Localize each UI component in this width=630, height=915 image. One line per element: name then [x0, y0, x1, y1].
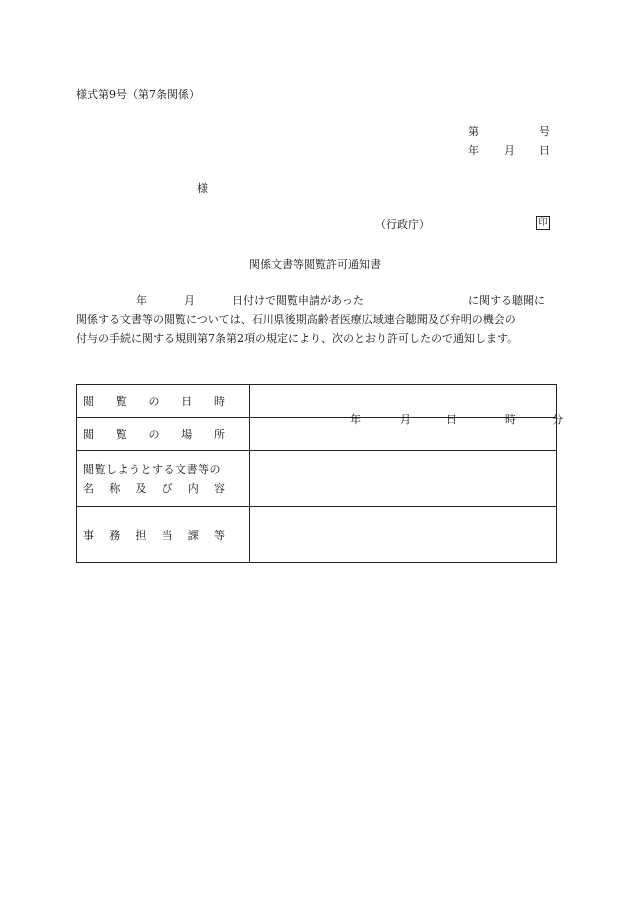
label-char: 容 — [213, 482, 225, 495]
body-month-unit: 月 — [184, 294, 195, 307]
date-year-unit: 年 — [468, 144, 479, 157]
label-char: 日 — [181, 395, 193, 408]
number-suffix: 号 — [539, 125, 550, 138]
label-char: 覧 — [115, 395, 127, 408]
label-char: 名 — [83, 482, 94, 495]
body-year-unit: 年 — [136, 294, 147, 307]
date-month-unit: 月 — [504, 144, 515, 157]
table-row-office — [77, 507, 557, 563]
value-documents-name-contents[interactable] — [250, 451, 557, 507]
label-char: 内 — [187, 482, 199, 495]
label-char: び — [161, 482, 173, 495]
label-char: 担 — [135, 528, 147, 542]
body-regarding-clause: に関する聴聞に — [468, 294, 545, 307]
form-number: 様式第9号（第7条関係） — [76, 88, 200, 101]
label-char: 場 — [181, 428, 193, 441]
seal-mark: 印 — [536, 216, 550, 230]
datetime-year-unit: 年 — [350, 413, 361, 426]
body-date-clause: 日付けで閲覧申請があった — [232, 294, 364, 307]
document-title: 関係文書等閲覧許可通知書 — [249, 258, 381, 271]
label-char: 称 — [109, 482, 121, 495]
addressee-honorific: 様 — [197, 182, 208, 195]
number-prefix: 第 — [468, 125, 479, 138]
label-char: 務 — [109, 528, 121, 542]
table-row-datetime — [77, 385, 557, 418]
datetime-day-unit: 日 — [446, 413, 457, 426]
date-day-unit: 日 — [539, 144, 550, 157]
table-row-place — [77, 418, 557, 451]
label-char: 閲 — [83, 428, 94, 441]
label-char: 事 — [83, 528, 94, 542]
label-viewing-datetime — [77, 385, 250, 418]
issuing-agency: （行政庁） — [375, 218, 430, 231]
permission-details-table — [76, 384, 563, 563]
table-row-documents — [77, 451, 557, 507]
datetime-month-unit: 月 — [400, 413, 411, 426]
label-viewing-place — [77, 418, 250, 451]
datetime-hour-unit: 時 — [505, 413, 516, 426]
datetime-minute-unit: 分 — [552, 413, 563, 426]
label-char: 課 — [187, 528, 199, 542]
label-char: 等 — [213, 528, 225, 542]
label-char: の — [148, 428, 160, 441]
label-char: 及 — [135, 482, 147, 495]
label-responsible-section — [77, 507, 250, 563]
label-char: 当 — [161, 528, 173, 542]
body-line-3: 付与の手続に関する規則第7条第2項の規定により、次のとおり許可したので通知します。 — [76, 332, 519, 345]
value-responsible-section[interactable] — [250, 507, 557, 563]
label-documents-name-contents — [77, 451, 250, 507]
label-char: 時 — [214, 395, 225, 408]
label-char: 所 — [214, 428, 225, 441]
value-viewing-datetime[interactable] — [250, 385, 563, 426]
label-char: の — [148, 395, 160, 408]
label-char: 閲 — [83, 395, 94, 408]
body-line-2: 関係する文書等の閲覧については、石川県後期高齢者医療広域連合聴聞及び弁明の機会の — [76, 313, 516, 326]
label-documents-line1: 閲覧しようとする文書等の — [83, 463, 221, 476]
label-char: 覧 — [115, 428, 127, 441]
